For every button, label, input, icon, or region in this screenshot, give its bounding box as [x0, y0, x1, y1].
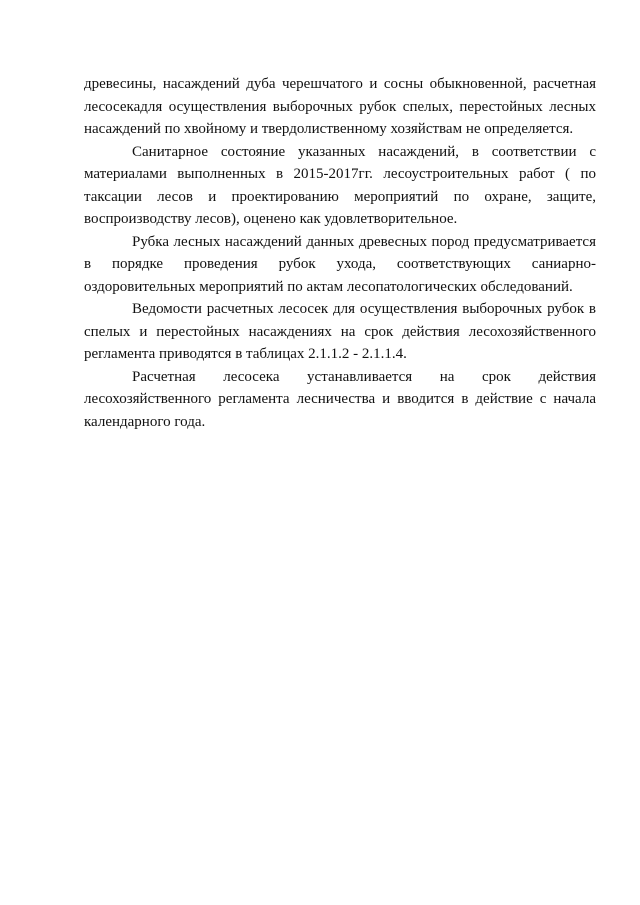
paragraph-allowable-cut: Расчетная лесосека устанавливается на срок действия лесохозяйственного регламента лесничества и вводится в действие с начала календарного года.: [84, 368, 596, 430]
document-body: [84, 73, 596, 433]
paragraph-sanitary-condition: Санитарное состояние указанных насаждений, в соответствии с материалами выполненных в 2015-2017гг. лесоустроительных работ ( по таксации лесов и проектированию мероприятий по охране, защите, воспроизводству лесов), оценено как удовлетворительное.: [84, 143, 596, 227]
paragraph-continuation: древесины, насаждений дуба черешчатого и сосны обыкновенной, расчетная лесосекадля осуществления выборочных рубок спелых, перестойных лесных насаждений по хвойному и твердолиственному хозяйствам не определяется.: [84, 76, 596, 137]
paragraph-felling-statements: Ведомости расчетных лесосек для осуществления выборочных рубок в спелых и перестойных насаждениях на срок действия лесохозяйственного регламента приводятся в таблицах 2.1.1.2 - 2.1.1.4.: [84, 301, 596, 362]
paragraph-felling-procedure: Рубка лесных насаждений данных древесных пород предусматривается в порядке проведения рубок ухода, соответствующих саниарно-оздоровительных мероприятий по актам лесопатологических обследований.: [84, 233, 596, 295]
